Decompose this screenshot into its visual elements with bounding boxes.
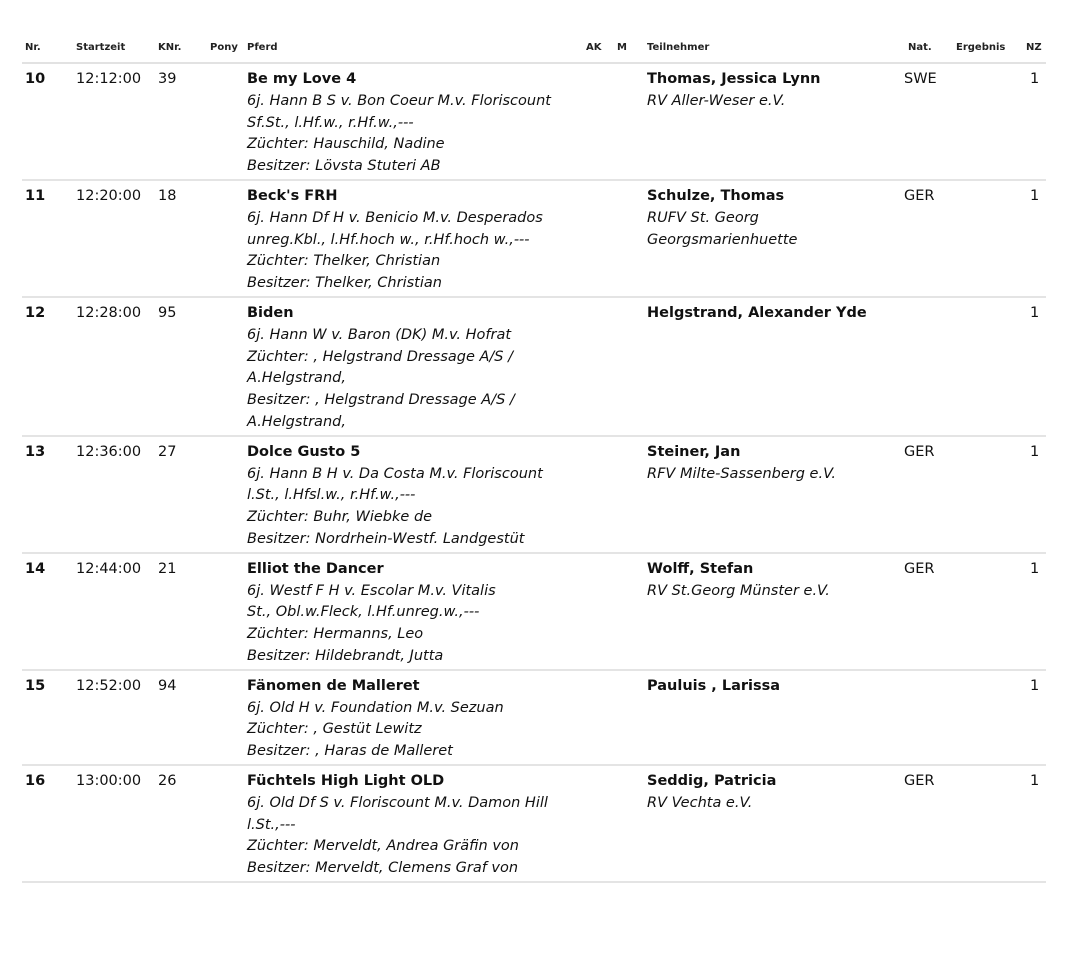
horse-name: Be my Love 4 (247, 71, 357, 87)
header-teilnehmer: Teilnehmer (647, 42, 710, 53)
rider-cell (647, 676, 897, 698)
horse-detail: Sf.St., l.Hf.w., r.Hf.w.,--- (247, 114, 414, 131)
rider-cell (647, 771, 897, 815)
rider-name: Helgstrand, Alexander Yde (647, 304, 867, 321)
horse-detail: l.St.,--- (247, 816, 296, 833)
start-number: 14 (25, 560, 46, 577)
nz-value: 1 (1030, 560, 1040, 577)
nz-value: 1 (1030, 677, 1040, 694)
rider-club: RV Vechta e.V. (647, 794, 753, 811)
horse-detail: Besitzer: Nordrhein-Westf. Landgestüt (247, 530, 525, 547)
header-ak: AK (586, 42, 602, 53)
horse-detail: Züchter: Thelker, Christian (247, 253, 441, 270)
horse-detail: Züchter: , Gestüt Lewitz (247, 721, 422, 738)
rider-cell (647, 303, 897, 325)
horse-cell (247, 442, 577, 551)
rider-name: Steiner, Jan (647, 443, 741, 460)
start-number: 10 (25, 71, 46, 87)
header-nat: Nat. (908, 42, 932, 53)
rider-cell (647, 186, 897, 251)
header-nr: Nr. (25, 42, 41, 53)
table-row (22, 181, 1046, 298)
horse-name: Beck's FRH (247, 187, 338, 204)
start-number: 15 (25, 677, 46, 694)
horse-cell (247, 771, 577, 880)
horse-detail: 6j. Hann Df H v. Benicio M.v. Desperados (247, 209, 543, 226)
table-row (22, 298, 1046, 437)
start-time: 13:00:00 (76, 772, 142, 789)
head-number: 18 (158, 187, 177, 204)
nationality: GER (904, 443, 935, 460)
horse-detail: Besitzer: , Haras de Malleret (247, 743, 453, 760)
horse-detail: unreg.Kbl., l.Hf.hoch w., r.Hf.hoch w.,--- (247, 231, 530, 248)
table-row (22, 554, 1046, 671)
header-pony: Pony (210, 42, 238, 53)
rider-name: Wolff, Stefan (647, 560, 754, 577)
header-knr: KNr. (158, 42, 182, 53)
nationality: GER (904, 772, 935, 789)
nz-value: 1 (1030, 187, 1040, 204)
start-time: 12:12:00 (76, 71, 142, 87)
nz-value: 1 (1030, 772, 1040, 789)
nz-value: 1 (1030, 304, 1040, 321)
rider-cell (647, 69, 897, 113)
horse-cell (247, 559, 577, 668)
horse-detail: Besitzer: Merveldt, Clemens Graf von (247, 860, 519, 877)
start-number: 16 (25, 772, 46, 789)
table-header (22, 36, 1046, 64)
start-time: 12:44:00 (76, 560, 142, 577)
horse-cell (247, 676, 577, 763)
horse-detail: Besitzer: Hildebrandt, Jutta (247, 647, 444, 664)
horse-detail: 6j. Old H v. Foundation M.v. Sezuan (247, 699, 504, 716)
start-time: 12:28:00 (76, 304, 142, 321)
horse-detail: Züchter: Merveldt, Andrea Gräfin von (247, 838, 519, 855)
rider-club: RFV Milte-Sassenberg e.V. (647, 465, 836, 482)
horse-detail: 6j. Westf F H v. Escolar M.v. Vitalis (247, 582, 496, 599)
start-list-table (22, 0, 1046, 883)
header-pferd: Pferd (247, 42, 278, 53)
rider-cell (647, 442, 897, 486)
rider-cell (647, 559, 897, 603)
rider-name: Thomas, Jessica Lynn (647, 71, 821, 87)
horse-detail: St., Obl.w.Fleck, l.Hf.unreg.w.,--- (247, 604, 480, 621)
nationality: SWE (904, 71, 937, 87)
table-row (22, 437, 1046, 554)
rider-club: RV Aller-Weser e.V. (647, 92, 786, 109)
nationality: GER (904, 560, 935, 577)
table-row (22, 766, 1046, 883)
head-number: 27 (158, 443, 177, 460)
start-time: 12:52:00 (76, 677, 142, 694)
rider-club: RUFV St. Georg Georgsmarienhuette (647, 209, 798, 248)
nz-value: 1 (1030, 71, 1040, 87)
horse-detail: Züchter: , Helgstrand Dressage A/S / A.Helgstrand, (247, 348, 513, 387)
rider-name: Pauluis , Larissa (647, 677, 781, 694)
head-number: 26 (158, 772, 177, 789)
header-ergebnis: Ergebnis (956, 42, 1006, 53)
horse-name: Füchtels High Light OLD (247, 772, 445, 789)
start-time: 12:20:00 (76, 187, 142, 204)
horse-detail: Züchter: Hauschild, Nadine (247, 136, 445, 153)
head-number: 21 (158, 560, 177, 577)
start-number: 13 (25, 443, 46, 460)
horse-detail: 6j. Hann W v. Baron (DK) M.v. Hofrat (247, 326, 512, 343)
table-row (22, 64, 1046, 181)
horse-detail: Besitzer: Thelker, Christian (247, 275, 442, 292)
horse-detail: 6j. Hann B S v. Bon Coeur M.v. Floriscount (247, 92, 551, 109)
horse-detail: Züchter: Hermanns, Leo (247, 626, 424, 643)
horse-detail: Besitzer: Lövsta Stuteri AB (247, 158, 441, 175)
head-number: 94 (158, 677, 177, 694)
horse-name: Biden (247, 304, 294, 321)
horse-name: Elliot the Dancer (247, 560, 384, 577)
horse-cell (247, 186, 577, 295)
horse-cell (247, 303, 577, 434)
horse-detail: 6j. Old Df S v. Floriscount M.v. Damon Hill (247, 794, 548, 811)
horse-name: Fänomen de Malleret (247, 677, 420, 694)
head-number: 95 (158, 304, 177, 321)
rider-name: Schulze, Thomas (647, 187, 785, 204)
table-row (22, 671, 1046, 766)
horse-name: Dolce Gusto 5 (247, 443, 361, 460)
header-nz: NZ (1026, 42, 1042, 53)
horse-detail: 6j. Hann B H v. Da Costa M.v. Floriscount (247, 465, 543, 482)
horse-detail: l.St., l.Hfsl.w., r.Hf.w.,--- (247, 487, 416, 504)
header-m: M (617, 42, 627, 53)
start-time: 12:36:00 (76, 443, 142, 460)
header-startzeit: Startzeit (76, 42, 126, 53)
rider-club: RV St.Georg Münster e.V. (647, 582, 830, 599)
head-number: 39 (158, 71, 177, 87)
horse-detail: Züchter: Buhr, Wiebke de (247, 509, 433, 526)
table-body (22, 64, 1046, 883)
start-number: 12 (25, 304, 46, 321)
nationality: GER (904, 187, 935, 204)
horse-cell (247, 69, 577, 178)
horse-detail: Besitzer: , Helgstrand Dressage A/S / A.Helgstrand, (247, 392, 515, 430)
start-number: 11 (25, 187, 46, 204)
rider-name: Seddig, Patricia (647, 772, 777, 789)
nz-value: 1 (1030, 443, 1040, 460)
